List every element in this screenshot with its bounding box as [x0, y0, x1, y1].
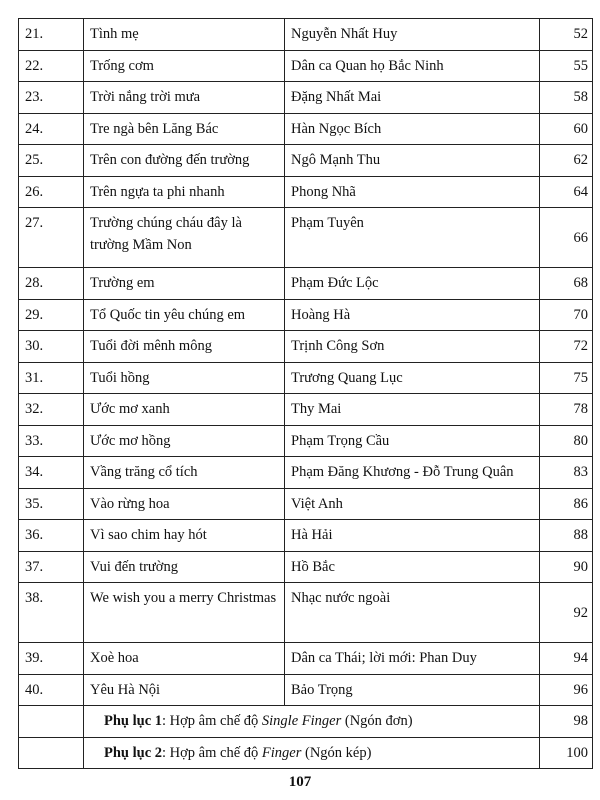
song-number: 36.	[19, 520, 84, 552]
page-ref: 98	[540, 706, 593, 738]
song-author: Dân ca Thái; lời mới: Phan Duy	[285, 643, 540, 675]
table-row	[19, 425, 593, 457]
page-ref: 66	[540, 208, 593, 268]
appendix-row	[19, 737, 593, 769]
table-row	[19, 551, 593, 583]
song-title: Tuổi đời mênh mông	[84, 331, 285, 363]
appendix-mode: Single Finger	[261, 713, 342, 730]
page-ref: 90	[540, 551, 593, 583]
table-row	[19, 520, 593, 552]
song-title: Xoè hoa	[84, 643, 285, 675]
appendix-label: Phụ lục 1	[104, 713, 163, 730]
song-number: 40.	[19, 674, 84, 706]
song-number: 23.	[19, 82, 84, 114]
song-title: Vầng trăng cổ tích	[84, 457, 285, 489]
song-title: Tình mẹ	[84, 19, 285, 51]
empty-cell	[19, 706, 84, 738]
song-title: Trường chúng cháu đây là trường Mầm Non	[84, 208, 285, 268]
song-number: 38.	[19, 583, 84, 643]
appendix-mode: Finger	[261, 744, 302, 761]
song-author: Ngô Mạnh Thu	[285, 145, 540, 177]
song-number: 37.	[19, 551, 84, 583]
table-row	[19, 82, 593, 114]
table-row	[19, 394, 593, 426]
table-row	[19, 643, 593, 675]
song-number: 22.	[19, 50, 84, 82]
contents-table	[18, 18, 593, 769]
table-row	[19, 176, 593, 208]
song-number: 31.	[19, 362, 84, 394]
song-number: 27.	[19, 208, 84, 268]
song-number: 39.	[19, 643, 84, 675]
table-row	[19, 268, 593, 300]
song-title: Trên ngựa ta phi nhanh	[84, 176, 285, 208]
page-ref: 52	[540, 19, 593, 51]
empty-cell	[19, 737, 84, 769]
page-ref: 88	[540, 520, 593, 552]
song-author: Phạm Đăng Khương - Đỗ Trung Quân	[285, 457, 540, 489]
song-number: 25.	[19, 145, 84, 177]
song-author: Việt Anh	[285, 488, 540, 520]
song-author: Thy Mai	[285, 394, 540, 426]
song-title: Ước mơ xanh	[84, 394, 285, 426]
page-ref: 60	[540, 113, 593, 145]
table-row	[19, 145, 593, 177]
song-number: 33.	[19, 425, 84, 457]
song-author: Hoàng Hà	[285, 299, 540, 331]
song-number: 24.	[19, 113, 84, 145]
appendix-label: Phụ lục 2	[104, 744, 163, 761]
song-number: 21.	[19, 19, 84, 51]
song-author: Phạm Đức Lộc	[285, 268, 540, 300]
page-ref: 58	[540, 82, 593, 114]
song-title: Yêu Hà Nội	[84, 674, 285, 706]
song-title: Tổ Quốc tin yêu chúng em	[84, 299, 285, 331]
song-title: Vì sao chim hay hót	[84, 520, 285, 552]
page-ref: 75	[540, 362, 593, 394]
appendix-desc-end: (Ngón đơn)	[341, 713, 413, 730]
table-row	[19, 583, 593, 643]
song-author: Bảo Trọng	[285, 674, 540, 706]
page-ref: 62	[540, 145, 593, 177]
page-ref: 94	[540, 643, 593, 675]
song-title: Trên con đường đến trường	[84, 145, 285, 177]
table-row	[19, 457, 593, 489]
page-ref: 100	[540, 737, 593, 769]
page-ref: 64	[540, 176, 593, 208]
page-ref: 92	[540, 583, 593, 643]
table-row	[19, 488, 593, 520]
page-ref: 83	[540, 457, 593, 489]
song-title: Vào rừng hoa	[84, 488, 285, 520]
song-number: 35.	[19, 488, 84, 520]
appendix-desc-end: (Ngón kép)	[301, 744, 372, 761]
song-author: Phạm Tuyên	[285, 208, 540, 268]
song-author: Hồ Bắc	[285, 551, 540, 583]
table-row	[19, 50, 593, 82]
page-ref: 72	[540, 331, 593, 363]
appendix-text	[84, 737, 540, 769]
appendix-desc: : Hợp âm chế độ	[162, 744, 262, 761]
table-row	[19, 113, 593, 145]
page-ref: 55	[540, 50, 593, 82]
song-number: 34.	[19, 457, 84, 489]
song-author: Trịnh Công Sơn	[285, 331, 540, 363]
song-author: Phạm Trọng Cầu	[285, 425, 540, 457]
table-row	[19, 19, 593, 51]
table-row	[19, 299, 593, 331]
song-author: Nhạc nước ngoài	[285, 583, 540, 643]
song-title: Tuổi hồng	[84, 362, 285, 394]
page-ref: 78	[540, 394, 593, 426]
page-ref: 68	[540, 268, 593, 300]
song-number: 26.	[19, 176, 84, 208]
song-title: Trống cơm	[84, 50, 285, 82]
song-title: Ước mơ hồng	[84, 425, 285, 457]
song-title: Trường em	[84, 268, 285, 300]
table-row	[19, 331, 593, 363]
song-author: Phong Nhã	[285, 176, 540, 208]
table-row	[19, 362, 593, 394]
song-title: Tre ngà bên Lăng Bác	[84, 113, 285, 145]
table-row	[19, 208, 593, 268]
song-number: 32.	[19, 394, 84, 426]
song-number: 29.	[19, 299, 84, 331]
song-number: 30.	[19, 331, 84, 363]
song-title: Trời nắng trời mưa	[84, 82, 285, 114]
table-row	[19, 674, 593, 706]
page-ref: 96	[540, 674, 593, 706]
appendix-text	[84, 706, 540, 738]
song-author: Trương Quang Lục	[285, 362, 540, 394]
song-title: We wish you a merry Christmas	[84, 583, 285, 643]
song-number: 28.	[19, 268, 84, 300]
page-number: 107	[288, 774, 312, 790]
song-author: Dân ca Quan họ Bắc Ninh	[285, 50, 540, 82]
appendix-row	[19, 706, 593, 738]
song-author: Đặng Nhất Mai	[285, 82, 540, 114]
song-author: Hàn Ngọc Bích	[285, 113, 540, 145]
song-author: Nguyễn Nhất Huy	[285, 19, 540, 51]
page-ref: 70	[540, 299, 593, 331]
song-title: Vui đến trường	[84, 551, 285, 583]
song-author: Hà Hải	[285, 520, 540, 552]
page-ref: 80	[540, 425, 593, 457]
appendix-desc: : Hợp âm chế độ	[162, 713, 262, 730]
page-ref: 86	[540, 488, 593, 520]
